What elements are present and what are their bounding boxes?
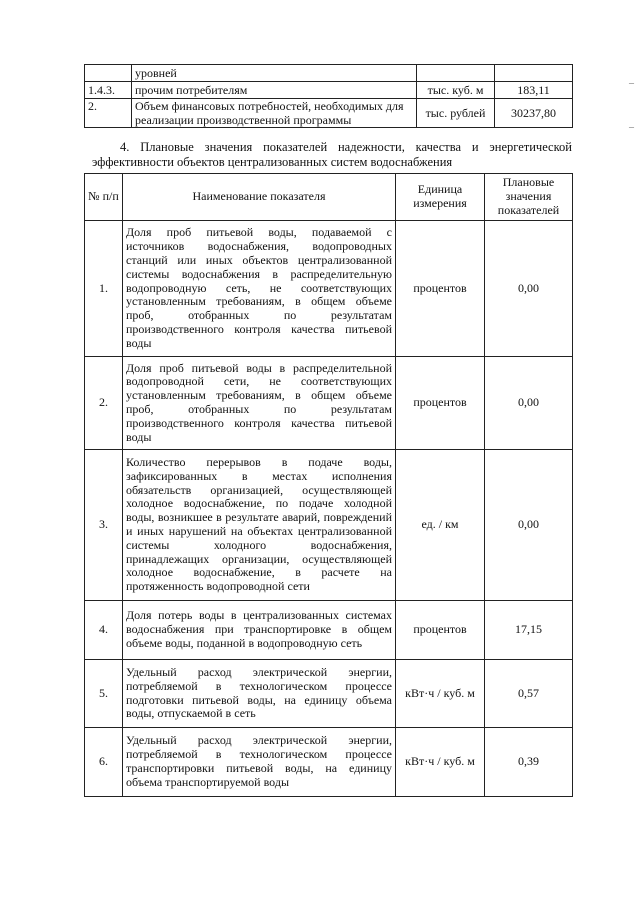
row-name: Доля потерь воды в централизованных системах водоснабжения при транспортировке в общем объеме воды, поданной в водопроводную сеть: [123, 601, 396, 660]
table-row: [85, 99, 573, 128]
row-number: 2.: [85, 357, 123, 450]
top-table: [84, 64, 573, 128]
row-value: 0,00: [485, 357, 573, 450]
table-row: [85, 728, 573, 797]
row-unit: [417, 65, 495, 82]
row-value: 0,39: [485, 728, 573, 797]
header-num: № п/п: [85, 174, 123, 221]
row-name: Доля проб питьевой воды в распределительной водопроводной сети, не соответствующих установленным требованиям, в общем объеме проб, отобранных по результатам производственного контроля качества питьевой воды: [123, 357, 396, 450]
row-unit: тыс. куб. м: [417, 82, 495, 99]
row-unit: тыс. рублей: [417, 99, 495, 128]
table-row: [85, 357, 573, 450]
row-unit: кВт·ч / куб. м: [396, 728, 485, 797]
row-value: 0,57: [485, 660, 573, 728]
row-unit: процентов: [396, 357, 485, 450]
row-number: 5.: [85, 660, 123, 728]
row-name: прочим потребителям: [132, 82, 417, 99]
row-value: 183,11: [495, 82, 573, 99]
table-header-row: [85, 174, 573, 221]
row-name: Удельный расход электрической энергии, потребляемой в технологическом процессе подготовки питьевой воды, на единицу объема воды, отпускаемой в сеть: [123, 660, 396, 728]
row-value: 17,15: [485, 601, 573, 660]
table-row: [85, 450, 573, 601]
row-unit: процентов: [396, 221, 485, 357]
row-unit: ед. / км: [396, 450, 485, 601]
row-unit: процентов: [396, 601, 485, 660]
row-number: [85, 65, 132, 82]
section-heading: 4. Плановые значения показателей надежности, качества и энергетической эффективности объектов централизованных систем водоснабжения: [92, 140, 572, 169]
row-number: 1.4.3.: [85, 82, 132, 99]
table-row: [85, 221, 573, 357]
row-name: уровней: [132, 65, 417, 82]
header-value: Плановые значения показателей: [485, 174, 573, 221]
row-value: [495, 65, 573, 82]
indicators-table: [84, 173, 573, 797]
table-row: [85, 82, 573, 99]
margin-mark: –: [629, 122, 634, 133]
header-name: Наименование показателя: [123, 174, 396, 221]
row-number: 1.: [85, 221, 123, 357]
header-unit: Единица измерения: [396, 174, 485, 221]
row-unit: кВт·ч / куб. м: [396, 660, 485, 728]
table-row: [85, 660, 573, 728]
row-value: 30237,80: [495, 99, 573, 128]
table-row: [85, 601, 573, 660]
row-name: Удельный расход электрической энергии, потребляемой в технологическом процессе транспортировки питьевой воды, на единицу объема транспортируемой воды: [123, 728, 396, 797]
row-value: 0,00: [485, 450, 573, 601]
row-value: 0,00: [485, 221, 573, 357]
margin-mark: –: [629, 78, 634, 89]
row-number: 3.: [85, 450, 123, 601]
row-name: Количество перерывов в подаче воды, зафиксированных в местах исполнения обязательств организацией, осуществляющей холодное водоснабжение, по подаче холодной воды, возникшее в результате аварий, повреждений и иных нарушений на объектах централизованной системы холодного водоснабжения, принадлежащих организации, осуществляющей холодное водоснабжение, в расчете на протяженность водопроводной сети: [123, 450, 396, 601]
row-name: Объем финансовых потребностей, необходимых для реализации производственной программы: [132, 99, 417, 128]
row-number: 2.: [85, 99, 132, 128]
row-number: 4.: [85, 601, 123, 660]
row-name: Доля проб питьевой воды, подаваемой с источников водоснабжения, водопроводных станций или иных объектов централизованной системы водоснабжения в распределительную водопроводную сеть, не соответствующих установленным требованиям, в общем объеме проб, отобранных по результатам производственного контроля качества питьевой воды: [123, 221, 396, 357]
row-number: 6.: [85, 728, 123, 797]
table-row: [85, 65, 573, 82]
